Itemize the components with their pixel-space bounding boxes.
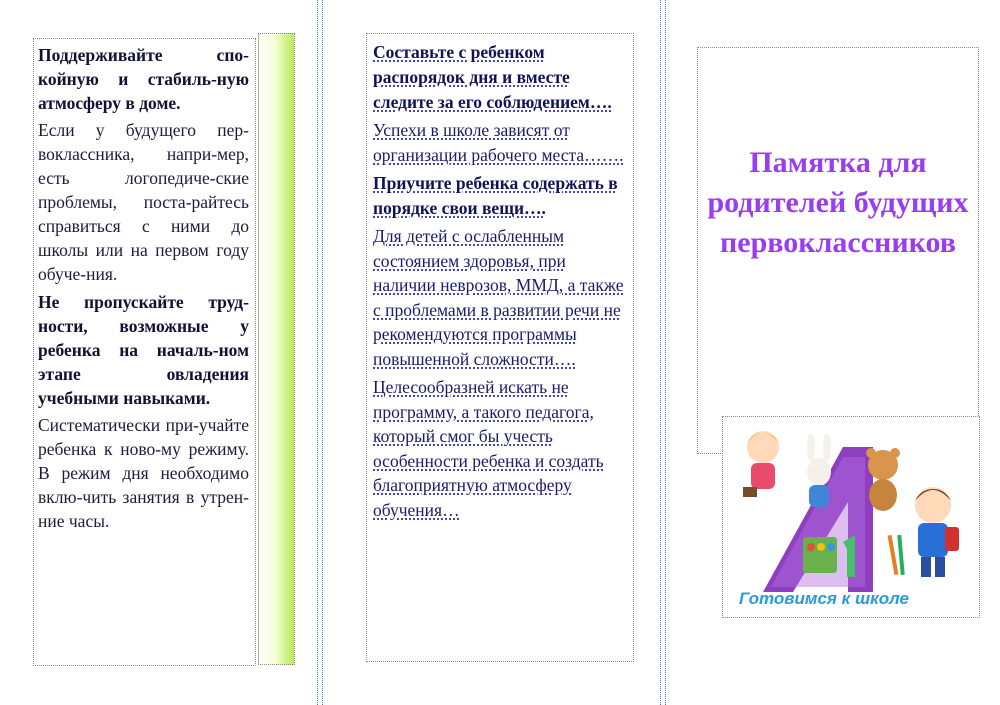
fold-line-left: [317, 0, 323, 705]
health-text: Для детей с ослабленным состоянием здоровья, при наличии неврозов, ММД, а также с проблемами в развитии речи не рекомендуются программы повышенной сложности….: [373, 226, 624, 369]
brochure-title: Памятка для родителей будущих первоклассников: [707, 146, 969, 259]
illustration-caption: Готовимся к школе: [739, 589, 909, 608]
daily-routine-heading: Составьте с ребенком распорядок дня и вместе следите за его соблюдением….: [373, 42, 612, 112]
green-gradient-bar: [258, 33, 295, 665]
speech-problems-text: Если у будущего пер-воклассника, напри-мер, есть логопедиче-ские проблемы, поста-райтесь справиться с ними до школы или на первом году обуче-ния.: [38, 120, 249, 284]
workplace-text: Успехи в школе зависят от организации рабочего места…….: [373, 120, 624, 165]
fold-line-right: [660, 0, 666, 705]
order-heading: Приучите ребенка содержать в порядке свои вещи….: [373, 173, 618, 218]
difficulties-heading: Не пропускайте труд-ности, возможные у ребенка на началь-ном этапе овладения учебными навыками.: [38, 292, 249, 408]
cover-illustration: [722, 416, 980, 618]
school-kids-illustration: [723, 417, 979, 617]
middle-panel: [366, 33, 634, 662]
regime-text: Систематически при-учайте ребенка к ново-му режиму. В режим дня необходимо вклю-чить занятия в утрен-ние часы.: [38, 415, 249, 531]
cover-panel: [697, 47, 979, 454]
left-panel: [33, 38, 256, 666]
teacher-text: Целесообразней искать не программу, а такого педагога, который смог бы учесть особенности ребенка и создать благоприятную атмосферу обучения…: [373, 377, 604, 520]
calm-atmosphere-heading: Поддерживайте спо-койную и стабиль-ную атмосферу в доме.: [38, 45, 249, 113]
